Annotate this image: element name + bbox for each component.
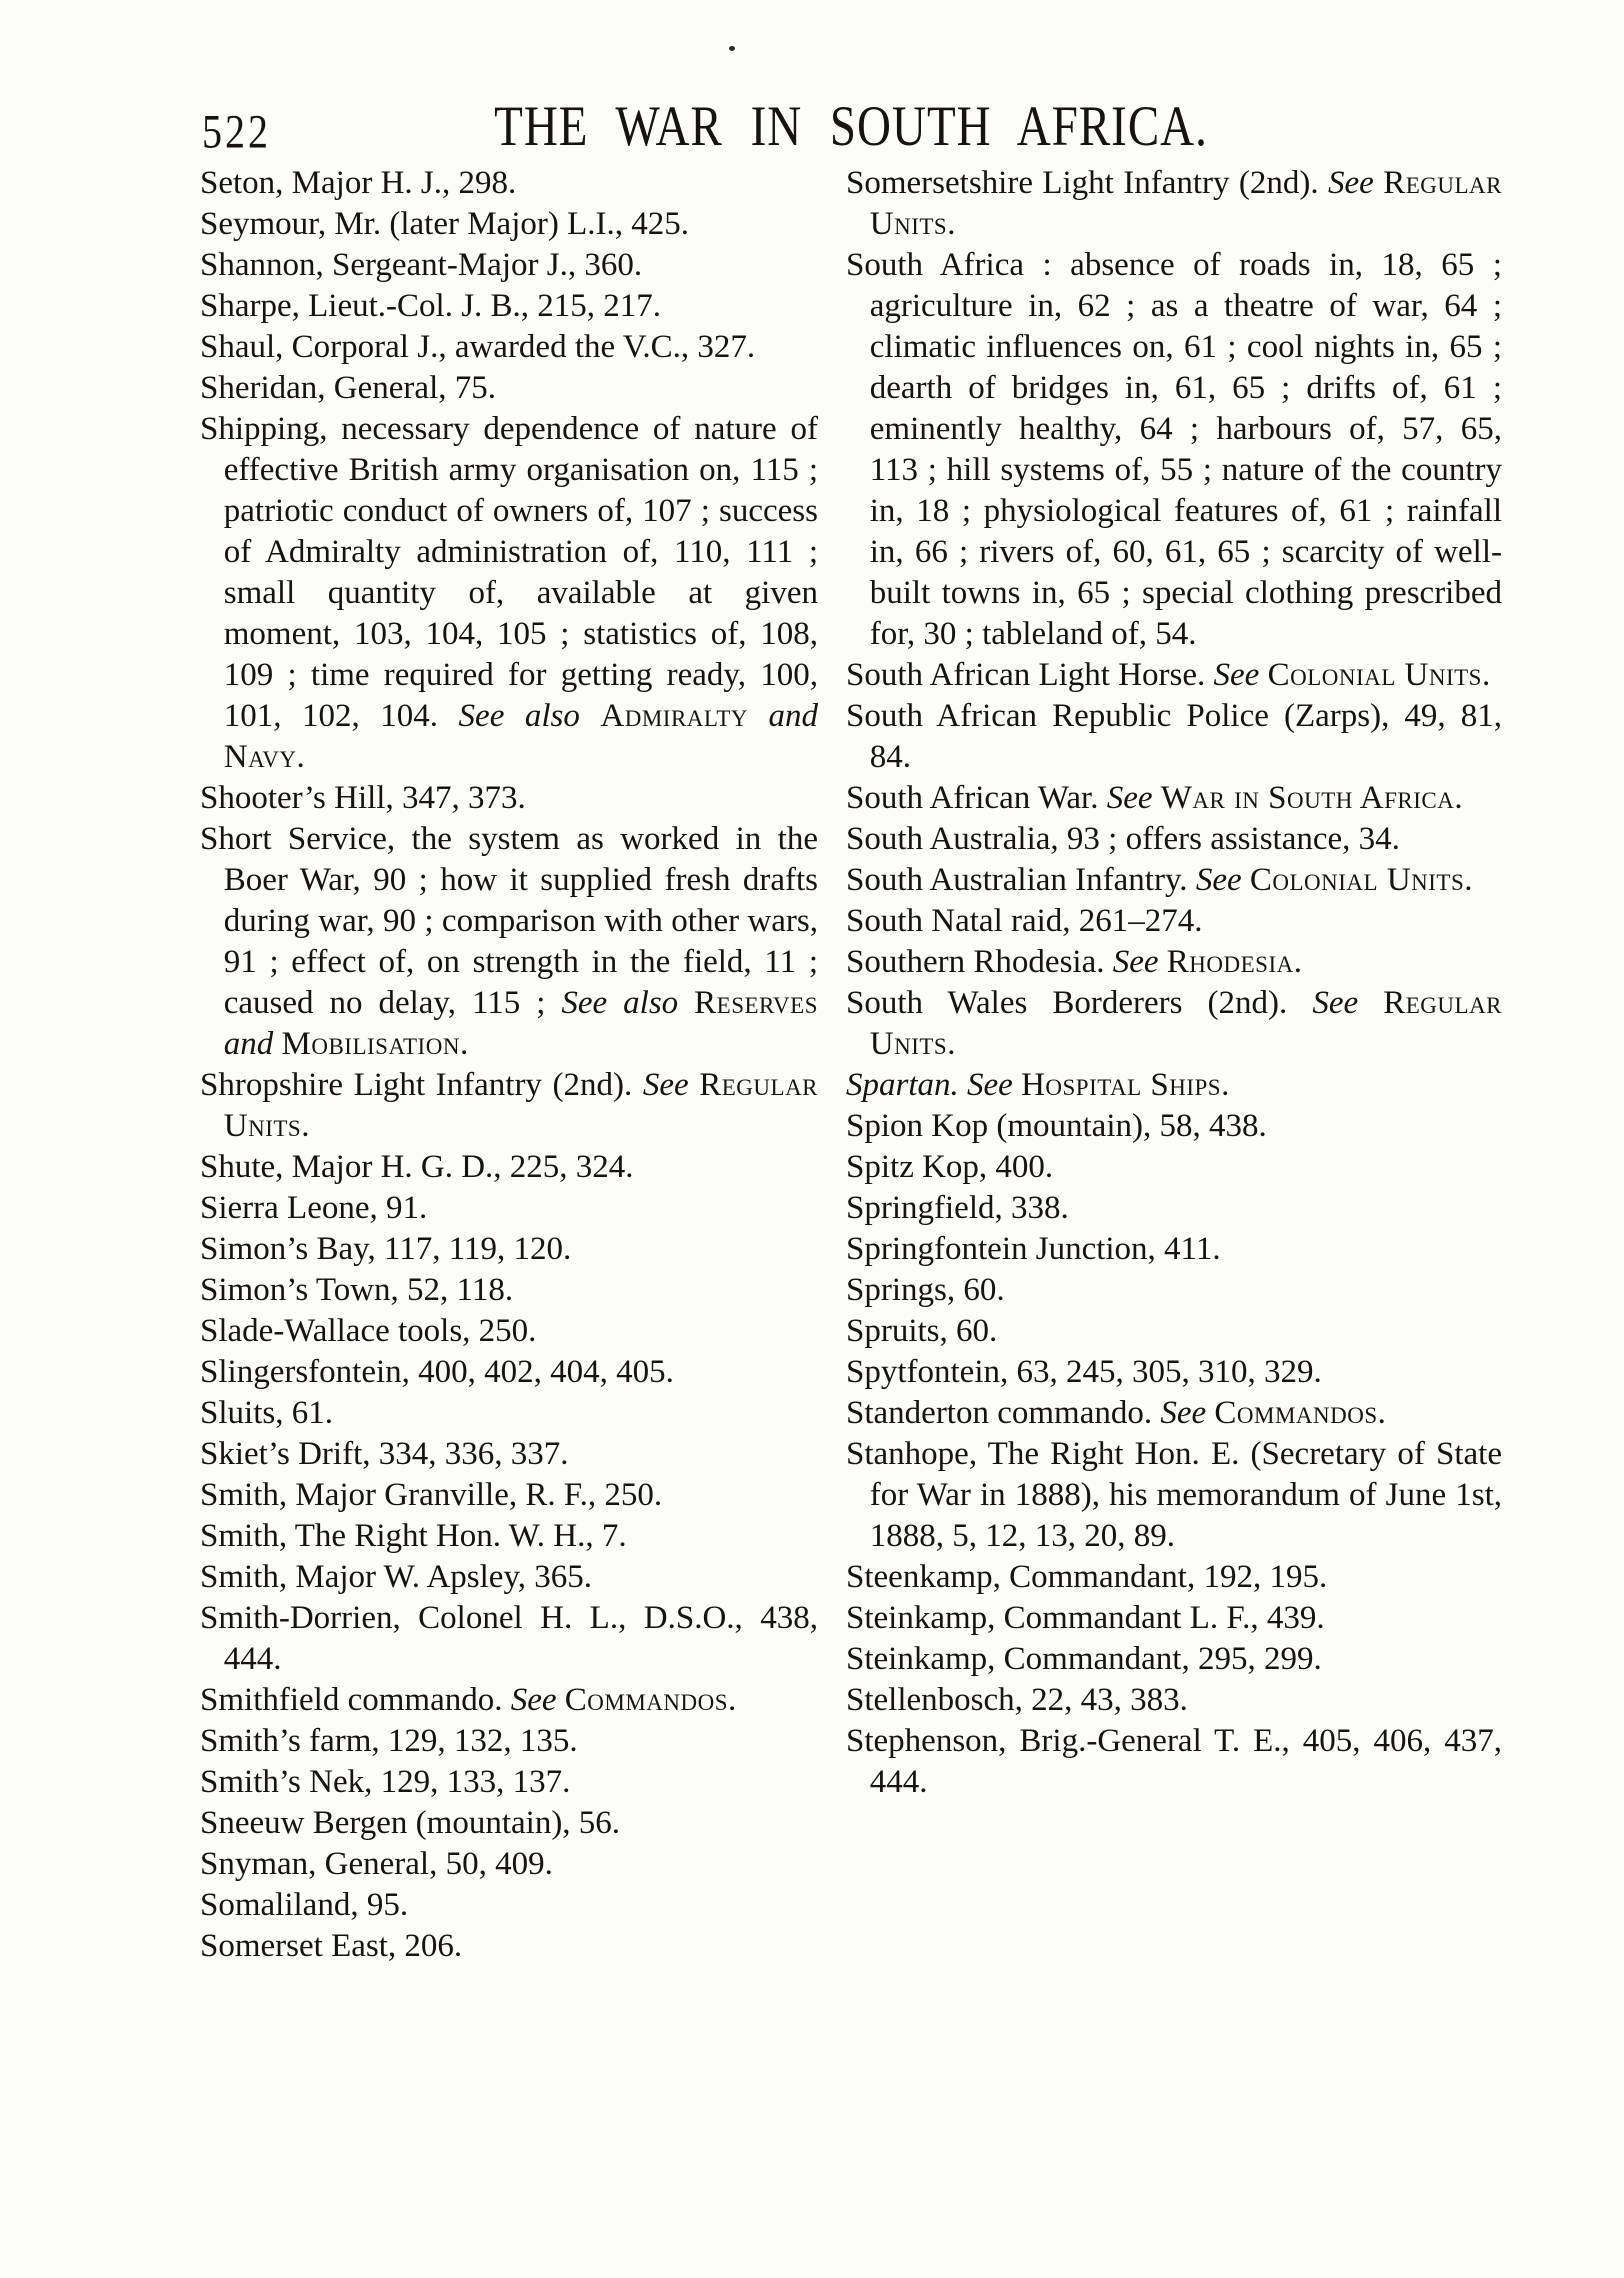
entry-segment-normal: Southern Rhodesia.: [846, 944, 1113, 980]
page-number: 522: [202, 105, 271, 159]
index-entry: [200, 1311, 818, 1352]
entry-segment-normal: South Australian Infantry.: [846, 862, 1196, 898]
index-entry: [846, 1352, 1502, 1393]
entry-segment-normal: Shaul, Corporal J., awarded the V.C., 327.: [200, 329, 756, 365]
index-entry: [200, 1721, 818, 1762]
index-entry: [846, 163, 1502, 245]
entry-segment-normal: South Natal raid, 261–274.: [846, 903, 1203, 939]
entry-segment-normal: Shannon, Sergeant-Major J., 360.: [200, 247, 643, 283]
entry-segment-normal: Steinkamp, Commandant L. F., 439.: [846, 1600, 1325, 1636]
entry-segment-normal: Smith, Major W. Apsley, 365.: [200, 1559, 593, 1595]
index-entry: [200, 1229, 818, 1270]
entry-segment-italic: See: [1312, 985, 1384, 1021]
entry-segment-normal: Simon’s Bay, 117, 119, 120.: [200, 1231, 572, 1267]
entry-segment-italic: Spartan.: [846, 1067, 968, 1103]
entry-segment-normal: .: [947, 1026, 956, 1062]
entry-segment-normal: Spytfontein, 63, 245, 305, 310, 329.: [846, 1354, 1322, 1390]
index-entry: [200, 1147, 818, 1188]
entry-segment-normal: Sneeuw Bergen (mountain), 56.: [200, 1805, 621, 1841]
entry-segment-normal: Seymour, Mr. (later Major) L.I., 425.: [200, 206, 689, 242]
entry-segment-smallcaps: Regular Units: [223, 1067, 819, 1144]
entry-segment-smallcaps: Regular Units: [869, 985, 1503, 1062]
entry-segment-normal: .: [947, 206, 956, 242]
entry-segment-normal: South Australia, 93 ; offers assistance, 34.: [846, 821, 1400, 857]
entry-segment-normal: Sierra Leone, 91.: [200, 1190, 428, 1226]
index-entry: [200, 1188, 818, 1229]
index-entry: [200, 163, 818, 204]
index-entry: [846, 1065, 1502, 1106]
entry-segment-italic: See also: [561, 985, 695, 1021]
entry-segment-normal: Shipping, necessary dependence of nature of effective British army organisation on, 115 ; patriotic conduct of owners of, 107 ; success of Admiralty administration of, 110, 111 ; small quantity of, available at given moment, 103, 104, 105 ; statistics of, 108, 109 ; time required for getting ready, 100, 101, 102, 104.: [200, 411, 818, 734]
entry-segment-normal: Smith, The Right Hon. W. H., 7.: [200, 1518, 627, 1554]
index-entry: [200, 1598, 818, 1680]
entry-segment-normal: Steenkamp, Commandant, 192, 195.: [846, 1559, 1328, 1595]
entry-segment-italic: See: [642, 1067, 700, 1103]
entry-segment-normal: Somerset East, 206.: [200, 1928, 463, 1964]
entry-segment-normal: .: [296, 739, 305, 775]
entry-segment-smallcaps: Navy: [223, 739, 297, 775]
entry-segment-normal: Springfontein Junction, 411.: [846, 1231, 1221, 1267]
ink-speck: [729, 46, 735, 51]
entry-segment-normal: Simon’s Town, 52, 118.: [200, 1272, 514, 1308]
entry-segment-italic: and: [748, 698, 819, 734]
entry-segment-normal: .: [459, 1026, 469, 1062]
entry-segment-normal: Sheridan, General, 75.: [200, 370, 496, 406]
entry-segment-normal: Standerton commando.: [846, 1395, 1161, 1431]
entry-segment-normal: South African Light Horse.: [846, 657, 1214, 693]
index-entry: [846, 983, 1502, 1065]
entry-segment-normal: .: [1481, 657, 1491, 693]
entry-segment-normal: .: [301, 1108, 310, 1144]
index-column-right: [846, 163, 1502, 1967]
entry-segment-normal: Snyman, General, 50, 409.: [200, 1846, 553, 1882]
entry-segment-normal: .: [728, 1682, 737, 1718]
index-entry: [200, 1762, 818, 1803]
index-entry: [846, 1680, 1502, 1721]
entry-segment-smallcaps: Admiralty: [600, 698, 748, 734]
index-entry: [200, 1475, 818, 1516]
entry-segment-normal: .: [1221, 1067, 1230, 1103]
entry-segment-smallcaps: Hospital Ships: [1021, 1067, 1222, 1103]
entry-segment-smallcaps: Rhodesia: [1166, 944, 1294, 980]
entry-segment-normal: Shute, Major H. G. D., 225, 324.: [200, 1149, 634, 1185]
index-entry: [846, 1188, 1502, 1229]
index-entry: [200, 1844, 818, 1885]
entry-segment-normal: Stephenson, Brig.-General T. E., 405, 406, 437, 444.: [846, 1723, 1502, 1800]
entry-segment-italic: and: [223, 1026, 282, 1062]
entry-segment-italic: See also: [458, 698, 601, 734]
entry-segment-normal: Sluits, 61.: [200, 1395, 333, 1431]
index-entry: [846, 1557, 1502, 1598]
index-entry: [846, 1598, 1502, 1639]
entry-segment-italic: See: [1328, 165, 1384, 201]
entry-segment-normal: Shooter’s Hill, 347, 373.: [200, 780, 526, 816]
entry-segment-smallcaps: War in South Africa: [1160, 780, 1455, 816]
index-entry: [846, 245, 1502, 655]
index-entry: [200, 1393, 818, 1434]
entry-segment-normal: Springfield, 338.: [846, 1190, 1069, 1226]
index-column-left: [200, 163, 818, 1967]
index-entry: [200, 1516, 818, 1557]
entry-segment-normal: Spion Kop (mountain), 58, 438.: [846, 1108, 1267, 1144]
entry-segment-smallcaps: Regular Units: [869, 165, 1502, 242]
entry-segment-normal: Somaliland, 95.: [200, 1887, 409, 1923]
entry-segment-normal: Steinkamp, Commandant, 295, 299.: [846, 1641, 1322, 1677]
index-entry: [200, 1926, 818, 1967]
index-entry: [846, 1311, 1502, 1352]
index-entry: [200, 1434, 818, 1475]
entry-segment-normal: Somersetshire Light Infantry (2nd).: [846, 165, 1329, 201]
index-entry: [846, 1106, 1502, 1147]
entry-segment-italic: See: [1195, 862, 1250, 898]
index-entry: [200, 286, 818, 327]
entry-segment-italic: See: [967, 1067, 1022, 1103]
entry-segment-italic: See: [1213, 657, 1268, 693]
index-columns: [200, 163, 1502, 1967]
entry-segment-normal: Spitz Kop, 400.: [846, 1149, 1054, 1185]
entry-segment-smallcaps: Commandos: [1214, 1395, 1378, 1431]
entry-segment-italic: See: [1160, 1395, 1215, 1431]
entry-segment-normal: Stellenbosch, 22, 43, 383.: [846, 1682, 1188, 1718]
index-entry: [846, 942, 1502, 983]
entry-segment-smallcaps: Colonial Units: [1267, 657, 1482, 693]
entry-segment-normal: South Africa : absence of roads in, 18, 65 ; agriculture in, 62 ; as a theatre of war, 64 ; climatic influences on, 61 ; cool nights in, 65 ; dearth of bridges in, 61, 65 ; drifts of, 61 ; eminently healthy, 64 ; harbours of, 57, 65, 113 ; hill systems of, 55 ; nature of the country in, 18 ; physiological features of, 61 ; rainfall in, 66 ; rivers of, 60, 61, 65 ; scarcity of well-built towns in, 65 ; special clothing prescribed for, 30 ; tableland of, 54.: [846, 247, 1502, 652]
entry-segment-normal: .: [1293, 944, 1302, 980]
index-entry: [846, 778, 1502, 819]
index-entry: [200, 1680, 818, 1721]
index-entry: [846, 655, 1502, 696]
index-entry: [846, 1434, 1502, 1557]
entry-segment-normal: .: [1454, 780, 1463, 816]
entry-segment-normal: Springs, 60.: [846, 1272, 1005, 1308]
entry-segment-normal: Short Service, the system as worked in the Boer War, 90 ; how it supplied fresh drafts during war, 90 ; comparison with other wars, 91 ; effect of, on strength in the field, 11 ; caused no delay, 115 ;: [200, 821, 818, 1021]
entry-segment-italic: See: [1106, 780, 1161, 816]
index-entry: [846, 1270, 1502, 1311]
index-entry: [200, 1803, 818, 1844]
entry-segment-normal: South Wales Borderers (2nd).: [846, 985, 1313, 1021]
entry-segment-normal: Smith, Major Granville, R. F., 250.: [200, 1477, 663, 1513]
entry-segment-normal: South African Republic Police (Zarps), 49, 81, 84.: [846, 698, 1502, 775]
entry-segment-normal: Spruits, 60.: [846, 1313, 998, 1349]
index-entry: [200, 1885, 818, 1926]
index-entry: [846, 1393, 1502, 1434]
entry-segment-smallcaps: Colonial Units: [1249, 862, 1465, 898]
index-entry: [846, 1229, 1502, 1270]
entry-segment-normal: Smith’s Nek, 129, 133, 137.: [200, 1764, 571, 1800]
entry-segment-smallcaps: Reserves: [694, 985, 818, 1021]
index-entry: [846, 1639, 1502, 1680]
index-entry: [200, 204, 818, 245]
entry-segment-normal: Skiet’s Drift, 334, 336, 337.: [200, 1436, 569, 1472]
entry-segment-normal: .: [1377, 1395, 1386, 1431]
entry-segment-italic: See: [510, 1682, 565, 1718]
entry-segment-normal: Smith’s farm, 129, 132, 135.: [200, 1723, 578, 1759]
entry-segment-normal: .: [1464, 862, 1473, 898]
entry-segment-normal: Smith-Dorrien, Colonel H. L., D.S.O., 438, 444.: [200, 1600, 818, 1677]
entry-segment-normal: Slingersfontein, 400, 402, 404, 405.: [200, 1354, 674, 1390]
index-entry: [200, 1270, 818, 1311]
entry-segment-italic: See: [1112, 944, 1167, 980]
index-entry: [200, 1352, 818, 1393]
entry-segment-normal: Smithfield commando.: [200, 1682, 511, 1718]
entry-segment-normal: South African War.: [846, 780, 1107, 816]
entry-segment-normal: Slade-Wallace tools, 250.: [200, 1313, 537, 1349]
index-entry: [846, 1721, 1502, 1803]
index-entry: [200, 1557, 818, 1598]
index-entry: [200, 409, 818, 778]
running-title: THE WAR IN SOUTH AFRICA.: [494, 95, 1208, 159]
index-entry: [846, 1147, 1502, 1188]
entry-segment-smallcaps: Mobilisation: [281, 1026, 460, 1062]
index-entry: [200, 368, 818, 409]
index-entry: [200, 778, 818, 819]
entry-segment-normal: Sharpe, Lieut.-Col. J. B., 215, 217.: [200, 288, 662, 324]
index-entry: [846, 860, 1502, 901]
entry-segment-smallcaps: Commandos: [564, 1682, 729, 1718]
entry-segment-normal: Stanhope, The Right Hon. E. (Secretary of State for War in 1888), his memorandum of June 1st, 1888, 5, 12, 13, 20, 89.: [846, 1436, 1502, 1554]
index-entry: [200, 1065, 818, 1147]
entry-segment-normal: Seton, Major H. J., 298.: [200, 165, 517, 201]
entry-segment-normal: Shropshire Light Infantry (2nd).: [200, 1067, 643, 1103]
index-entry: [846, 901, 1502, 942]
index-entry: [200, 819, 818, 1065]
index-entry: [200, 245, 818, 286]
index-entry: [200, 327, 818, 368]
index-entry: [846, 819, 1502, 860]
index-entry: [846, 696, 1502, 778]
